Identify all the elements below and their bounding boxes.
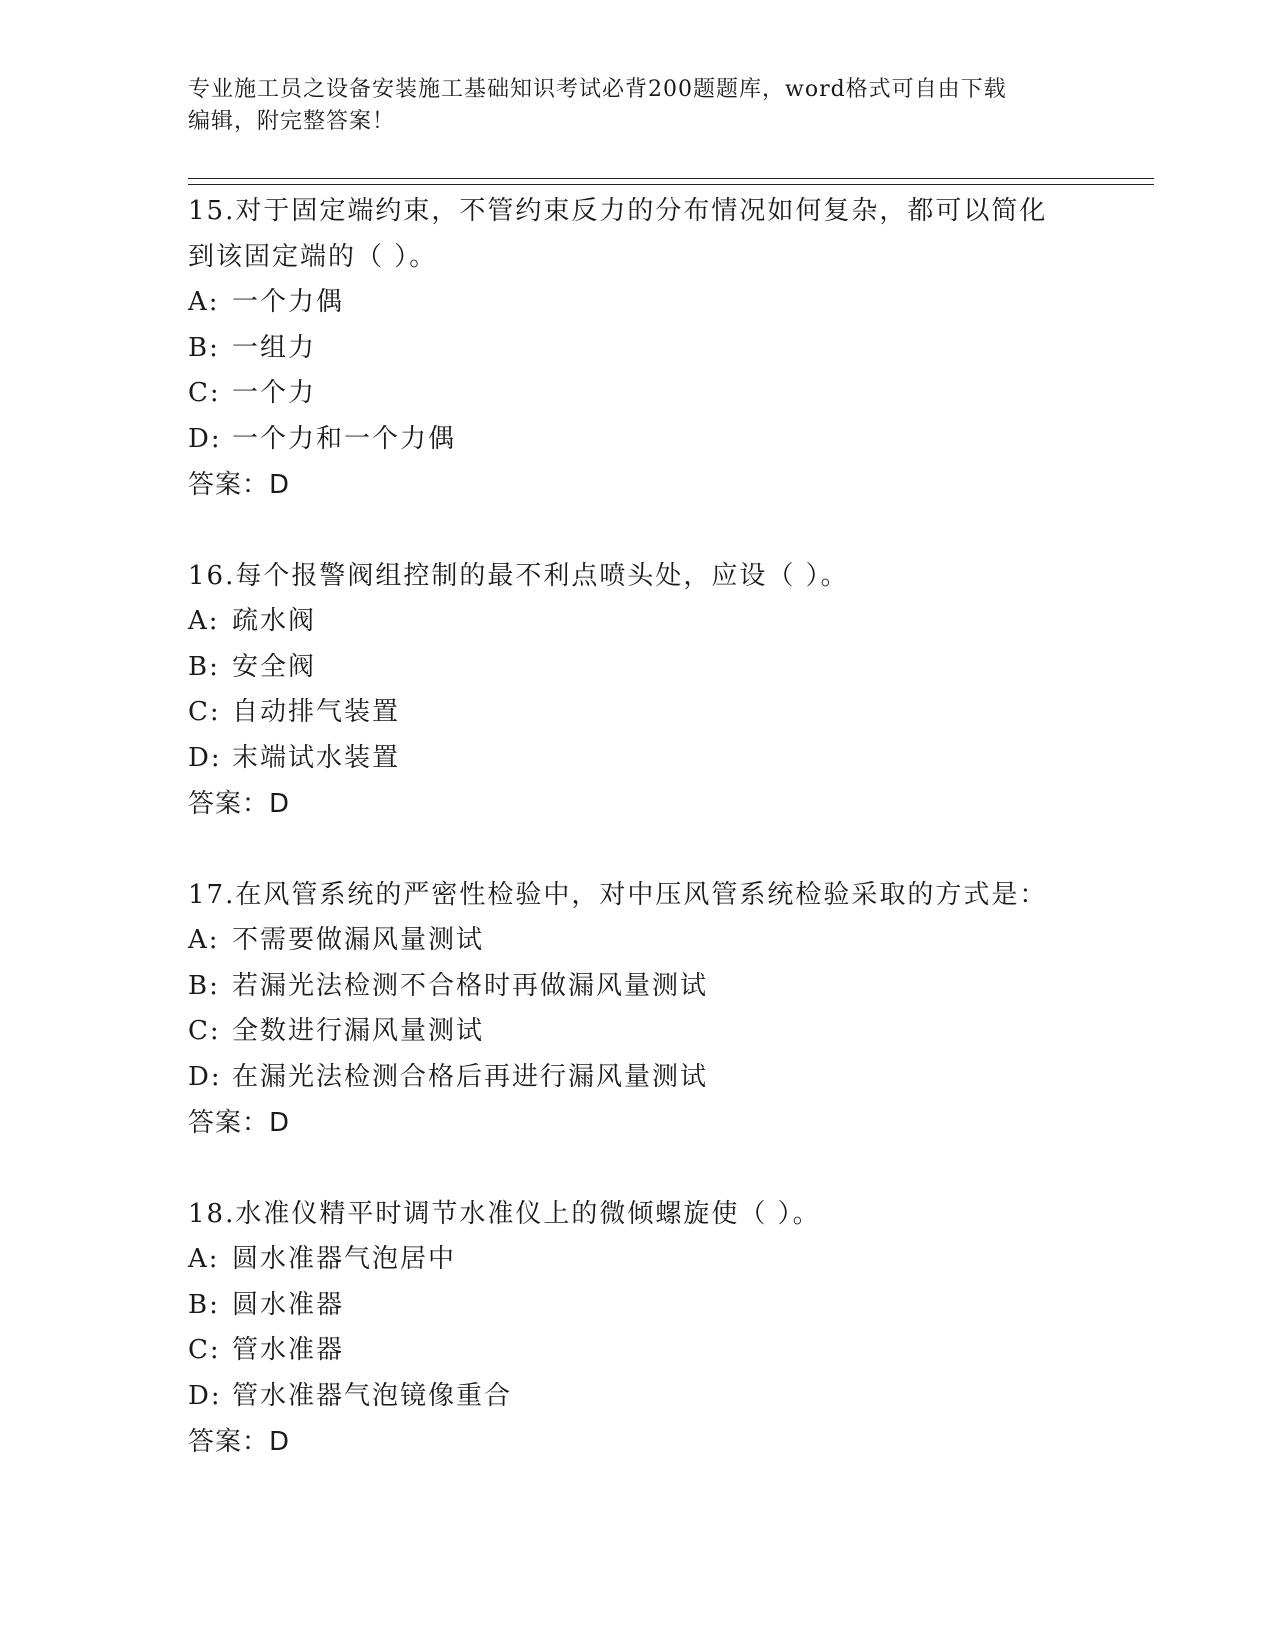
option-d [188, 736, 1088, 782]
question-17 [188, 872, 1088, 1146]
option-text: 疏水阀 [232, 606, 317, 636]
option-letter: D: [188, 1061, 222, 1092]
question-stem: 15.对于固定端约束，不管约束反力的分布情况如何复杂，都可以简化 [188, 196, 1048, 226]
option-letter: C: [188, 1335, 221, 1365]
option-text: 一个力 [232, 378, 317, 408]
option-letter: D: [188, 423, 222, 454]
option-text: 一个力和一个力偶 [232, 423, 457, 454]
option-b [188, 326, 1088, 372]
option-b [188, 964, 1088, 1010]
option-text: 管水准器 [232, 1335, 345, 1365]
header-line-2: 编辑，附完整答案！ [188, 109, 396, 134]
header-line-1: 专业施工员之设备安装施工基础知识考试必背200题题库，word格式可自由下载 [188, 77, 1007, 102]
option-letter: C: [188, 697, 221, 727]
header-divider-top [188, 178, 1154, 179]
option-letter: B: [188, 1289, 220, 1320]
option-letter: A: [188, 606, 220, 636]
option-b [188, 1283, 1088, 1329]
question-stem: 16.每个报警阀组控制的最不利点喷头处，应设（ ）。 [188, 561, 849, 591]
option-letter: B: [188, 651, 220, 682]
question-stem: 18.水准仪精平时调节水准仪上的微倾螺旋使（ ）。 [188, 1199, 821, 1229]
option-c [188, 690, 1088, 736]
option-letter: D: [188, 742, 222, 773]
option-letter: C: [188, 378, 221, 408]
answer-line: 答案：D [188, 470, 291, 500]
option-c [188, 1009, 1088, 1055]
option-text: 全数进行漏风量测试 [232, 1016, 485, 1046]
answer-line: 答案：D [188, 1427, 291, 1457]
option-a [188, 918, 1088, 964]
question-stem-continued: 到该固定端的（ ）。 [188, 242, 438, 272]
question-stem: 17.在风管系统的严密性检验中，对中压风管系统检验采取的方式是： [188, 880, 1048, 910]
question-16 [188, 553, 1088, 827]
option-a [188, 1237, 1088, 1283]
answer-line: 答案：D [188, 789, 291, 819]
option-letter: A: [188, 287, 220, 317]
option-text: 管水准器气泡镜像重合 [232, 1380, 513, 1411]
option-letter: A: [188, 925, 220, 955]
option-letter: D: [188, 1380, 222, 1411]
answer-line: 答案：D [188, 1108, 291, 1138]
option-text: 一组力 [232, 332, 317, 363]
option-c [188, 371, 1088, 417]
option-c [188, 1328, 1088, 1374]
option-text: 不需要做漏风量测试 [232, 925, 485, 955]
option-text: 若漏光法检测不合格时再做漏风量测试 [232, 970, 709, 1001]
option-d [188, 1374, 1088, 1420]
question-18 [188, 1191, 1088, 1465]
option-a [188, 280, 1088, 326]
option-text: 自动排气装置 [232, 697, 401, 727]
option-d [188, 417, 1088, 463]
option-text: 圆水准器气泡居中 [232, 1244, 457, 1274]
option-letter: C: [188, 1016, 221, 1046]
option-text: 安全阀 [232, 651, 317, 682]
question-15 [188, 188, 1088, 508]
option-letter: A: [188, 1244, 220, 1274]
option-letter: B: [188, 970, 220, 1001]
option-text: 圆水准器 [232, 1289, 345, 1320]
document-header [188, 74, 1068, 138]
option-d [188, 1055, 1088, 1101]
option-letter: B: [188, 332, 220, 363]
option-text: 一个力偶 [232, 287, 345, 317]
header-divider-bottom [188, 184, 1154, 185]
option-a [188, 599, 1088, 645]
option-text: 末端试水装置 [232, 742, 401, 773]
option-text: 在漏光法检测合格后再进行漏风量测试 [232, 1061, 709, 1092]
option-b [188, 645, 1088, 691]
